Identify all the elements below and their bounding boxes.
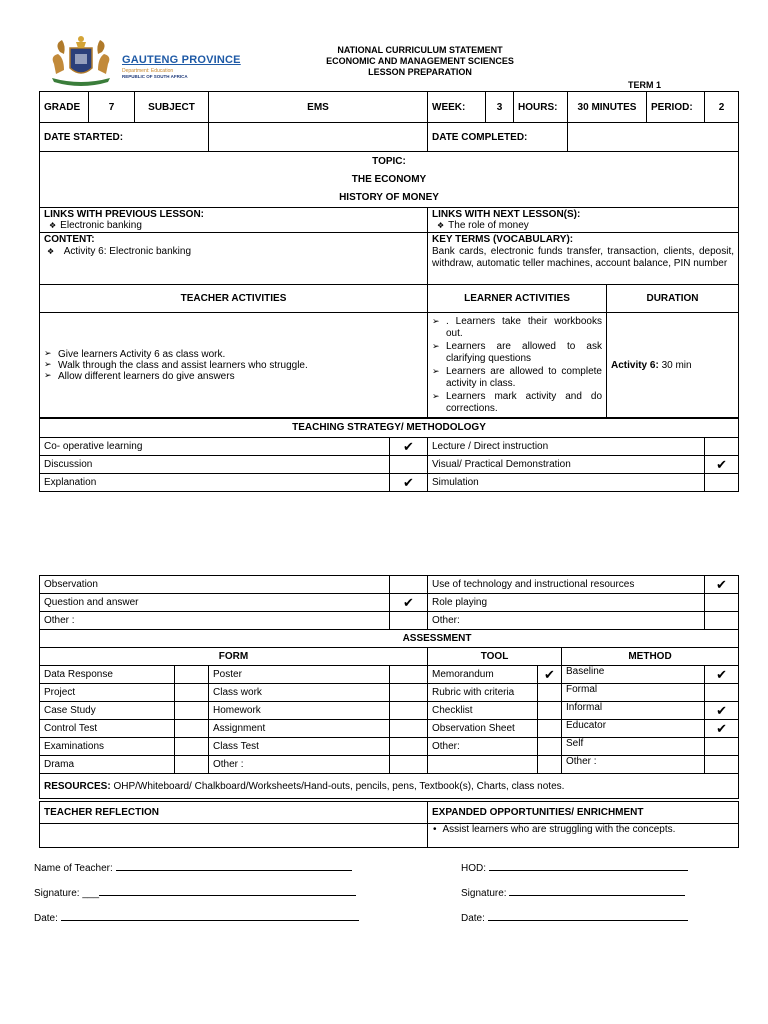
subject-label: SUBJECT — [135, 92, 209, 123]
form-option: Drama — [40, 756, 175, 774]
strategy-option: Question and answer — [40, 594, 390, 612]
resources-label: RESOURCES: — [44, 780, 111, 792]
assessment-table — [39, 629, 739, 799]
check-icon[interactable]: ✔ — [390, 438, 428, 456]
check-box[interactable] — [705, 474, 739, 492]
teacher-activities-label: TEACHER ACTIVITIES — [40, 285, 428, 313]
strategy-option: Role playing — [428, 594, 705, 612]
form-option: Other : — [209, 756, 390, 774]
form-option: Homework — [209, 702, 390, 720]
check-box[interactable] — [538, 756, 562, 774]
check-box[interactable] — [705, 738, 739, 756]
check-box[interactable] — [390, 702, 428, 720]
strategy-option: Lecture / Direct instruction — [428, 438, 705, 456]
check-box[interactable] — [175, 720, 209, 738]
date-completed-value[interactable] — [568, 123, 739, 152]
method-option: Formal — [562, 684, 705, 702]
grade-value: 7 — [89, 92, 135, 123]
topic-line-2: HISTORY OF MONEY — [339, 191, 439, 203]
method-option: Other : — [562, 756, 705, 774]
date-started-value[interactable] — [209, 123, 428, 152]
resources-cell — [40, 774, 739, 799]
check-box[interactable] — [705, 438, 739, 456]
strategy-table-continued — [39, 575, 739, 630]
strategy-option: Other: — [428, 612, 705, 630]
content-cell — [40, 233, 428, 285]
date-started-label: DATE STARTED: — [40, 123, 209, 152]
prev-lesson-item: Electronic banking — [60, 220, 142, 231]
learner-activity-item: ➢ Learners are allowed to complete activity in class. — [432, 366, 602, 391]
next-lesson-label: LINKS WITH NEXT LESSON(S): — [432, 209, 581, 220]
term-label: TERM 1 — [628, 80, 662, 90]
check-box[interactable] — [175, 756, 209, 774]
form-option: Data Response — [40, 666, 175, 684]
tool-option: Memorandum — [428, 666, 538, 684]
method-option: Self — [562, 738, 705, 756]
strategy-option: Discussion — [40, 456, 390, 474]
strategy-option: Explanation — [40, 474, 390, 492]
lesson-table-top — [39, 91, 739, 285]
tool-label: TOOL — [428, 648, 562, 666]
strategy-table — [39, 417, 739, 492]
period-label: PERIOD: — [647, 92, 705, 123]
signature-line[interactable] — [489, 870, 688, 871]
learner-activity-item: ➢ . Learners take their workbooks out. — [432, 316, 602, 341]
strategy-option: Other : — [40, 612, 390, 630]
assessment-title: ASSESSMENT — [40, 630, 739, 648]
learner-activities-cell — [428, 313, 607, 419]
bullet-icon: • — [433, 824, 437, 835]
learner-activity-item: ➢ Learners are allowed to ask clarifying questions — [432, 341, 602, 366]
week-value: 3 — [486, 92, 514, 123]
country-name: REPUBLIC OF SOUTH AFRICA — [122, 74, 188, 79]
strategy-option: Observation — [40, 576, 390, 594]
header-line-3: LESSON PREPARATION — [368, 67, 472, 77]
date-completed-label: DATE COMPLETED: — [428, 123, 568, 152]
method-label: METHOD — [562, 648, 739, 666]
method-option: Informal — [562, 702, 705, 720]
teacher-date-field[interactable] — [34, 913, 359, 924]
check-box[interactable] — [390, 612, 428, 630]
check-box[interactable] — [538, 702, 562, 720]
check-box[interactable] — [538, 684, 562, 702]
province-name: GAUTENG PROVINCE — [122, 54, 241, 66]
check-box[interactable] — [175, 666, 209, 684]
hod-signature-label: Signature: — [461, 888, 507, 899]
signature-line[interactable] — [61, 920, 359, 921]
strategy-option: Co- operative learning — [40, 438, 390, 456]
learner-activities-label: LEARNER ACTIVITIES — [428, 285, 607, 313]
form-option: Poster — [209, 666, 390, 684]
teacher-name-label: Name of Teacher: — [34, 863, 113, 874]
check-box[interactable] — [390, 576, 428, 594]
check-icon[interactable]: ✔ — [705, 720, 739, 738]
teacher-activity-item: ➢ Give learners Activity 6 as class work. — [44, 349, 423, 360]
topic-line-1: THE ECONOMY — [351, 173, 427, 185]
form-option: Class Test — [209, 738, 390, 756]
gauteng-logo — [42, 34, 242, 88]
check-box[interactable] — [705, 684, 739, 702]
resources-text: OHP/Whiteboard/ Chalkboard/Worksheets/Hand-outs, pencils, pens, Textbook(s), Charts, class notes. — [110, 780, 565, 792]
teacher-reflection-value[interactable] — [40, 824, 428, 848]
check-box[interactable] — [390, 456, 428, 474]
check-icon[interactable]: ✔ — [705, 576, 739, 594]
coat-of-arms-icon — [42, 34, 122, 88]
department-name: Department: Education — [122, 68, 174, 74]
strategy-option: Simulation — [428, 474, 705, 492]
check-icon[interactable]: ✔ — [390, 594, 428, 612]
hod-date-label: Date: — [461, 913, 485, 924]
check-box[interactable] — [175, 738, 209, 756]
check-icon[interactable]: ✔ — [705, 702, 739, 720]
header-line-1: NATIONAL CURRICULUM STATEMENT — [337, 45, 503, 55]
header-line-2: ECONOMIC AND MANAGEMENT SCIENCES — [326, 56, 514, 66]
prev-lesson-cell — [40, 208, 428, 233]
check-box[interactable] — [390, 756, 428, 774]
form-option: Class work — [209, 684, 390, 702]
strategy-option: Visual/ Practical Demonstration — [428, 456, 705, 474]
signature-line[interactable] — [488, 920, 688, 921]
method-option: Baseline — [562, 666, 705, 684]
enrichment-label: EXPANDED OPPORTUNITIES/ ENRICHMENT — [428, 802, 739, 824]
subject-value: EMS — [209, 92, 428, 123]
form-option: Case Study — [40, 702, 175, 720]
form-option: Control Test — [40, 720, 175, 738]
hours-label: HOURS: — [514, 92, 568, 123]
teacher-reflection-label: TEACHER REFLECTION — [40, 802, 428, 824]
check-box[interactable] — [175, 684, 209, 702]
teacher-activity-item: ➢ Allow different learners do give answers — [44, 371, 423, 382]
check-icon[interactable]: ✔ — [705, 456, 739, 474]
learner-activity-item: ➢ Learners mark activity and do corrections. — [432, 391, 602, 416]
hours-value: 30 MINUTES — [568, 92, 647, 123]
tool-option: Rubric with criteria — [428, 684, 538, 702]
content-item: Activity 6: Electronic banking — [63, 246, 192, 257]
next-lesson-cell — [428, 208, 739, 233]
check-icon[interactable]: ✔ — [538, 666, 562, 684]
check-box[interactable] — [705, 594, 739, 612]
form-option: Examinations — [40, 738, 175, 756]
reflection-table — [39, 801, 739, 848]
check-box[interactable] — [390, 666, 428, 684]
hod-signature-field[interactable] — [461, 888, 685, 899]
check-box[interactable] — [705, 612, 739, 630]
duration-bold: Activity 6: — [611, 360, 659, 371]
strategy-option: Use of technology and instructional resources — [428, 576, 705, 594]
signature-line[interactable] — [509, 895, 685, 896]
enrichment-item: Assist learners who are struggling with the concepts. — [442, 824, 676, 835]
check-box[interactable] — [175, 702, 209, 720]
bullet-icon: ❖ — [47, 247, 55, 256]
check-icon[interactable]: ✔ — [390, 474, 428, 492]
vocab-label: KEY TERMS (VOCABULARY): — [432, 234, 574, 245]
form-label: FORM — [40, 648, 428, 666]
signature-label: Signature: — [34, 888, 80, 899]
grade-label: GRADE — [40, 92, 89, 123]
period-value: 2 — [705, 92, 739, 123]
hod-name-field[interactable] — [461, 863, 688, 874]
topic-cell — [40, 152, 739, 208]
tool-option: Observation Sheet — [428, 720, 538, 738]
check-box[interactable] — [538, 720, 562, 738]
teacher-activity-item: ➢ Walk through the class and assist learners who struggle. — [44, 360, 423, 371]
content-label: CONTENT: — [44, 234, 95, 245]
tool-option — [428, 756, 538, 774]
tool-option: Checklist — [428, 702, 538, 720]
check-box[interactable] — [390, 738, 428, 756]
method-option: Educator — [562, 720, 705, 738]
activities-table — [39, 284, 739, 419]
bullet-icon: ❖ — [437, 221, 445, 230]
next-lesson-item: The role of money — [448, 220, 529, 231]
check-box[interactable] — [705, 756, 739, 774]
vocab-cell — [428, 233, 739, 285]
hod-label: HOD: — [461, 863, 486, 874]
vocab-text: Bank cards, electronic funds transfer, transaction, clients, deposit, withdraw, automatic teller machines, account balance, PIN number — [432, 246, 734, 269]
duration-value: 30 min — [658, 360, 692, 371]
check-box[interactable] — [538, 738, 562, 756]
topic-label: TOPIC: — [372, 155, 406, 167]
prev-lesson-label: LINKS WITH PREVIOUS LESSON: — [44, 209, 205, 220]
tool-option: Other: — [428, 738, 538, 756]
duration-label: DURATION — [607, 285, 739, 313]
date-label: Date: — [34, 913, 58, 924]
teacher-activities-cell — [40, 313, 428, 419]
teacher-signature-field[interactable] — [34, 888, 356, 899]
check-box[interactable] — [390, 720, 428, 738]
signature-line[interactable] — [99, 895, 356, 896]
hod-date-field[interactable] — [461, 913, 688, 924]
strategy-title: TEACHING STRATEGY/ METHODOLOGY — [40, 418, 739, 438]
form-option: Project — [40, 684, 175, 702]
form-option: Assignment — [209, 720, 390, 738]
check-icon[interactable]: ✔ — [705, 666, 739, 684]
signature-prefix: ___ — [82, 888, 100, 899]
enrichment-cell — [428, 824, 739, 848]
duration-cell — [607, 313, 739, 419]
document-header — [260, 45, 580, 78]
teacher-name-field[interactable] — [34, 863, 352, 874]
signature-line[interactable] — [116, 870, 352, 871]
bullet-icon: ❖ — [49, 221, 57, 230]
week-label: WEEK: — [428, 92, 486, 123]
check-box[interactable] — [390, 684, 428, 702]
